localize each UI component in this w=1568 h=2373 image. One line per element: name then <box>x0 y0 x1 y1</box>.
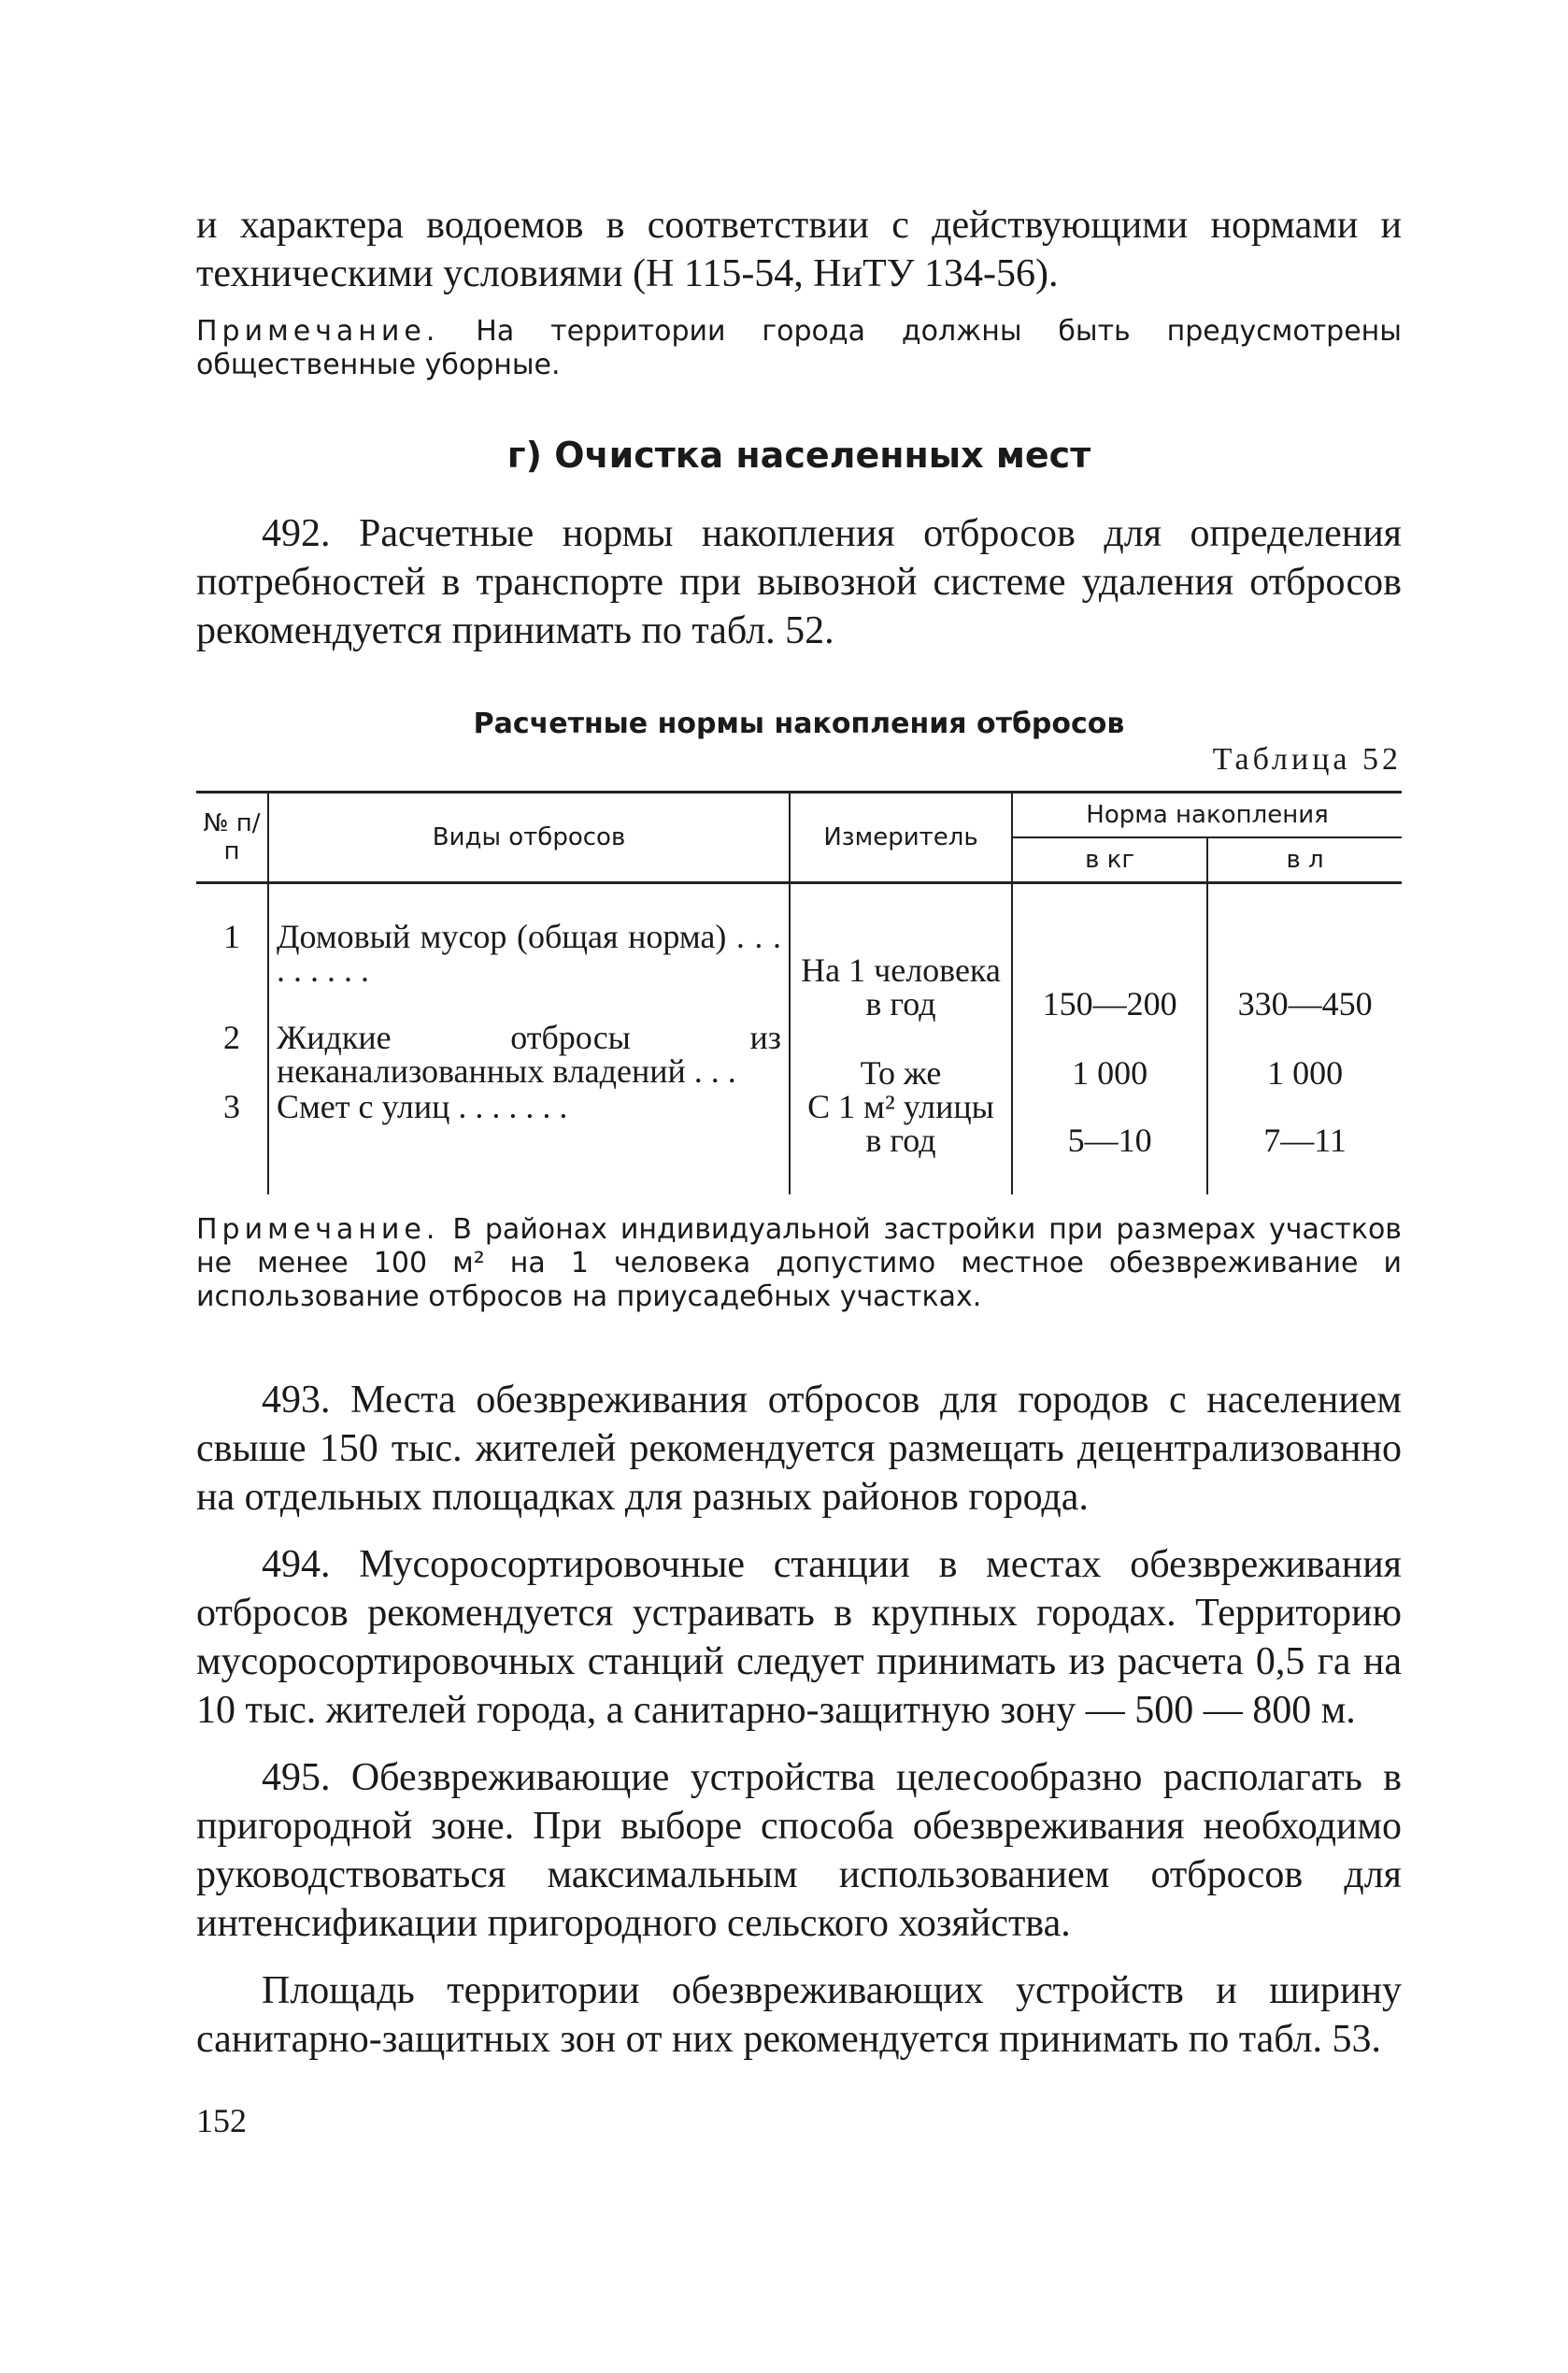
paragraph-495-continued: Площадь территории обезвреживающих устройств и ширину санитарно-защитных зон от них рекомендуется принимать по табл. 53. <box>196 1969 1402 2061</box>
row-l: 330—450 <box>1207 883 1402 1022</box>
intro-paragraph: и характера водоемов в соответствии с действующими нормами и техническими условиями (Н 115-54, НиТУ 134-56). <box>196 204 1402 295</box>
table-row <box>196 1090 1402 1194</box>
header-measure: Измеритель <box>790 793 1012 883</box>
paragraph-492: 492. Расчетные нормы накопления отбросов для определения потребностей в транспорте при вывозной системе удаления отбросов рекомендуется принимать по табл. 52. <box>196 512 1402 652</box>
row-l: 7—11 <box>1207 1090 1402 1194</box>
table-note-label: Примечание. <box>196 1213 440 1246</box>
intro-note-label: Примечание. <box>196 315 440 348</box>
row-kind: Домовый мусор (общая норма) . . . . . . . . . <box>268 883 790 1022</box>
table-row <box>196 883 1402 1022</box>
row-kind: Жидкие отбросы из неканализованных владений . . . <box>268 1021 790 1090</box>
table-row <box>196 1021 1402 1090</box>
header-kind: Виды отбросов <box>268 793 790 883</box>
norms-table <box>196 791 1402 1194</box>
table-note <box>196 1213 1402 1314</box>
paragraph-494: 494. Мусоросортировочные станции в местах обезвреживания отбросов рекомендуется устраивать в крупных городах. Территорию мусоросортировочных станций следует принимать из расчета 0,5 га на 10 тыс. жителей города, а санитарно-защитную зону — 500 — 800 м. <box>196 1543 1402 1732</box>
row-measure: На 1 человека в год <box>790 883 1012 1022</box>
header-num: № п/п <box>196 793 268 883</box>
intro-note <box>196 315 1402 382</box>
table-title: Расчетные нормы накопления отбросов <box>473 708 1125 740</box>
row-l: 1 000 <box>1207 1021 1402 1090</box>
row-kind: Смет с улиц . . . . . . . <box>268 1090 790 1194</box>
row-measure: То же <box>790 1021 1012 1090</box>
row-num: 1 <box>223 918 240 955</box>
header-l: в л <box>1207 837 1402 883</box>
table-note-text: В районах индивидуальной застройки при размерах участков не менее 100 м² на 1 человека допустимо местное обезвреживание и использование отбросов на приусадебных участках. <box>196 1213 1402 1313</box>
paragraph-495: 495. Обезвреживающие устройства целесообразно располагать в пригородной зоне. При выборе способа обезвреживания необходимо руководствоваться максимальным использованием отбросов для интенсификации пригородного сельского хозяйства. <box>196 1756 1402 1945</box>
row-num: 3 <box>223 1088 240 1125</box>
page-number: 152 <box>196 2102 247 2139</box>
row-measure: С 1 м² улицы в год <box>790 1090 1012 1194</box>
table-label: Таблица 52 <box>1212 742 1402 777</box>
section-heading: г) Очистка населенных мест <box>506 435 1091 476</box>
row-kg: 5—10 <box>1012 1090 1207 1194</box>
document-page <box>196 201 1402 2140</box>
paragraph-493: 493. Места обезвреживания отбросов для городов с населением свыше 150 тыс. жителей рекомендуется размещать децентрализованно на отдельных площадках для разных районов города. <box>196 1379 1402 1519</box>
row-kg: 150—200 <box>1012 883 1207 1022</box>
header-norm: Норма накопления <box>1012 793 1402 838</box>
header-kg: в кг <box>1012 837 1207 883</box>
intro-note-text: На территории города должны быть предусмотрены общественные уборные. <box>196 315 1402 381</box>
row-kg: 1 000 <box>1012 1021 1207 1090</box>
row-num: 2 <box>223 1019 240 1056</box>
